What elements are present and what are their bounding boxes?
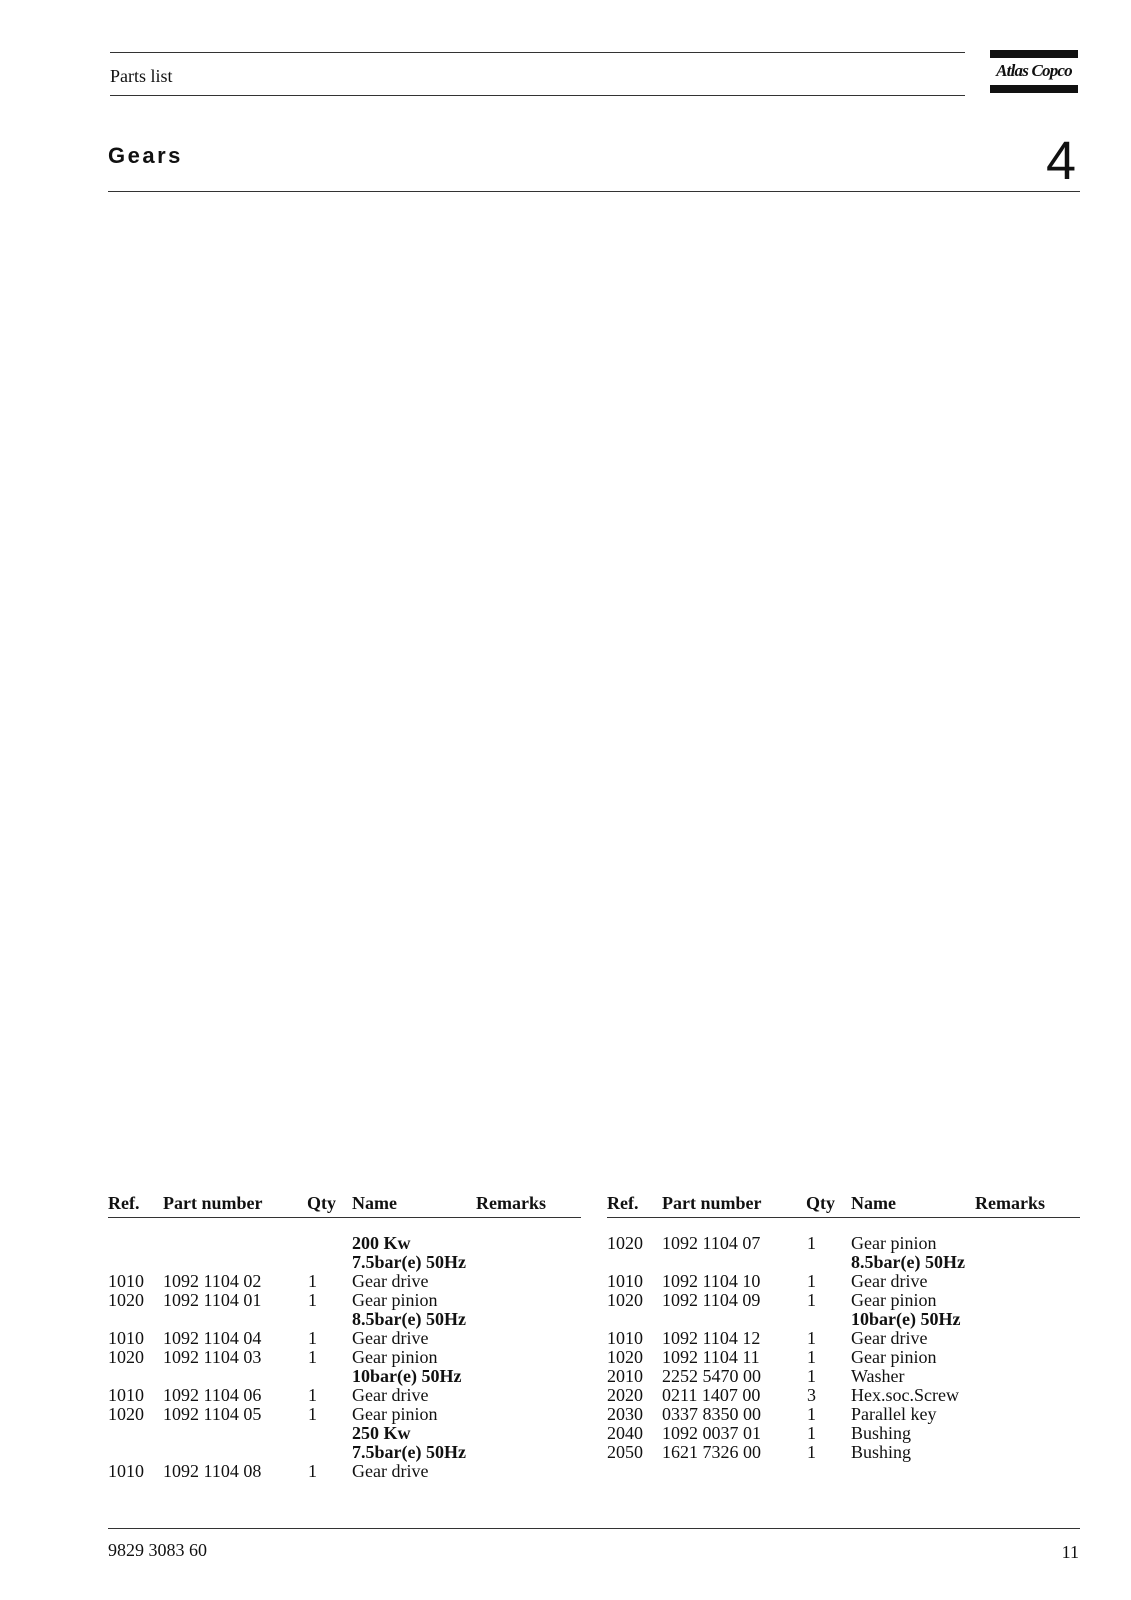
cell-part-number: 0337 8350 00 xyxy=(662,1404,761,1424)
cell-qty: 1 xyxy=(807,1423,816,1443)
cell-name: Gear drive xyxy=(851,1271,928,1291)
cell-name: Hex.soc.Screw xyxy=(851,1385,959,1405)
cell-name: Parallel key xyxy=(851,1404,937,1424)
table-section-row xyxy=(108,1310,581,1329)
table-row xyxy=(108,1405,581,1424)
cell-ref: 2020 xyxy=(607,1385,643,1405)
cell-qty: 1 xyxy=(308,1271,317,1291)
cell-name: Gear drive xyxy=(851,1328,928,1348)
cell-part-number: 1092 1104 12 xyxy=(662,1328,761,1348)
header-name: Name xyxy=(352,1193,397,1213)
table-row xyxy=(607,1272,1080,1291)
cell-qty: 1 xyxy=(807,1271,816,1291)
cell-name: Bushing xyxy=(851,1423,912,1443)
table-row xyxy=(607,1443,1080,1462)
table-row xyxy=(108,1272,581,1291)
cell-part-number: 1092 1104 03 xyxy=(163,1347,262,1367)
cell-qty: 1 xyxy=(308,1290,317,1310)
logo-bottom-bar xyxy=(990,85,1078,93)
cell-part-number: 1621 7326 00 xyxy=(662,1442,761,1462)
cell-part-number: 1092 1104 06 xyxy=(163,1385,262,1405)
cell-part-number: 1092 1104 05 xyxy=(163,1404,262,1424)
section-rule xyxy=(108,191,1080,192)
table-row xyxy=(108,1462,581,1481)
cell-name: Washer xyxy=(851,1366,905,1386)
cell-ref: 1020 xyxy=(108,1347,144,1367)
logo-top-bar xyxy=(990,50,1078,58)
brand-logo xyxy=(990,50,1078,93)
cell-ref: 1010 xyxy=(108,1328,144,1348)
header-remarks: Remarks xyxy=(975,1193,1045,1213)
cell-name: Gear pinion xyxy=(851,1290,937,1310)
table-header xyxy=(607,1193,1080,1218)
cell-qty: 1 xyxy=(807,1347,816,1367)
table-row xyxy=(607,1291,1080,1310)
cell-qty: 1 xyxy=(308,1404,317,1424)
cell-qty: 1 xyxy=(807,1366,816,1386)
table-row xyxy=(607,1386,1080,1405)
cell-part-number: 1092 1104 09 xyxy=(662,1290,761,1310)
cell-ref: 2030 xyxy=(607,1404,643,1424)
cell-part-number: 1092 1104 04 xyxy=(163,1328,262,1348)
parts-table-left xyxy=(108,1193,581,1481)
cell-ref: 2040 xyxy=(607,1423,643,1443)
table-row xyxy=(108,1386,581,1405)
cell-part-number: 1092 0037 01 xyxy=(662,1423,761,1443)
header-remarks: Remarks xyxy=(476,1193,546,1213)
section-number: 4 xyxy=(1045,131,1076,191)
cell-name: Gear drive xyxy=(352,1271,429,1291)
cell-name: Gear pinion xyxy=(851,1347,937,1367)
cell-qty: 1 xyxy=(807,1328,816,1348)
table-header xyxy=(108,1193,581,1218)
table-section-row xyxy=(108,1443,581,1462)
cell-name: 8.5bar(e) 50Hz xyxy=(851,1252,965,1272)
logo-text: Atlas Copco xyxy=(996,61,1072,80)
cell-qty: 1 xyxy=(807,1290,816,1310)
cell-ref: 1020 xyxy=(607,1347,643,1367)
section-title: Gears xyxy=(108,143,183,168)
cell-ref: 1010 xyxy=(108,1385,144,1405)
header-ref: Ref. xyxy=(607,1193,639,1213)
cell-name: 200 Kw xyxy=(352,1233,411,1253)
parts-table-right xyxy=(607,1193,1080,1462)
cell-part-number: 1092 1104 10 xyxy=(662,1271,761,1291)
header-part-number: Part number xyxy=(163,1193,263,1213)
cell-ref: 1010 xyxy=(108,1271,144,1291)
cell-name: Gear pinion xyxy=(352,1347,438,1367)
cell-name: Gear pinion xyxy=(352,1404,438,1424)
cell-name: 10bar(e) 50Hz xyxy=(352,1366,462,1386)
cell-part-number: 1092 1104 11 xyxy=(662,1347,760,1367)
table-section-row xyxy=(108,1367,581,1386)
cell-part-number: 0211 1407 00 xyxy=(662,1385,761,1405)
cell-ref: 1020 xyxy=(607,1290,643,1310)
table-row xyxy=(607,1234,1080,1253)
cell-name: Gear pinion xyxy=(352,1290,438,1310)
document-number: 9829 3083 60 xyxy=(108,1540,207,1560)
table-section-row xyxy=(108,1424,581,1443)
table-row xyxy=(607,1405,1080,1424)
table-body xyxy=(108,1234,581,1481)
table-section-row xyxy=(607,1310,1080,1329)
page-number: 11 xyxy=(1061,1542,1079,1562)
table-section-row xyxy=(108,1253,581,1272)
table-row xyxy=(108,1291,581,1310)
table-row xyxy=(607,1348,1080,1367)
cell-ref: 1010 xyxy=(607,1328,643,1348)
cell-name: 8.5bar(e) 50Hz xyxy=(352,1309,466,1329)
cell-name: Bushing xyxy=(851,1442,912,1462)
cell-qty: 1 xyxy=(807,1233,816,1253)
cell-ref: 2010 xyxy=(607,1366,643,1386)
cell-ref: 1010 xyxy=(607,1271,643,1291)
cell-qty: 1 xyxy=(807,1442,816,1462)
cell-qty: 1 xyxy=(308,1385,317,1405)
header-part-number: Part number xyxy=(662,1193,762,1213)
cell-name: 10bar(e) 50Hz xyxy=(851,1309,961,1329)
cell-name: Gear drive xyxy=(352,1385,429,1405)
cell-name: Gear drive xyxy=(352,1328,429,1348)
cell-ref: 1020 xyxy=(108,1404,144,1424)
cell-ref: 1020 xyxy=(607,1233,643,1253)
header-name: Name xyxy=(851,1193,896,1213)
footer-rule xyxy=(108,1528,1080,1529)
header-bottom-rule xyxy=(110,95,965,96)
cell-qty: 1 xyxy=(807,1404,816,1424)
cell-qty: 1 xyxy=(308,1461,317,1481)
table-row xyxy=(108,1329,581,1348)
cell-part-number: 2252 5470 00 xyxy=(662,1366,761,1386)
table-row xyxy=(607,1329,1080,1348)
cell-name: 7.5bar(e) 50Hz xyxy=(352,1252,466,1272)
cell-name: Gear drive xyxy=(352,1461,429,1481)
table-row xyxy=(607,1424,1080,1443)
header-qty: Qty xyxy=(806,1193,835,1213)
cell-name: 7.5bar(e) 50Hz xyxy=(352,1442,466,1462)
header-qty: Qty xyxy=(307,1193,336,1213)
table-row xyxy=(607,1367,1080,1386)
cell-qty: 1 xyxy=(308,1347,317,1367)
cell-name: Gear pinion xyxy=(851,1233,937,1253)
table-section-row xyxy=(108,1234,581,1253)
cell-ref: 2050 xyxy=(607,1442,643,1462)
cell-part-number: 1092 1104 02 xyxy=(163,1271,262,1291)
cell-part-number: 1092 1104 07 xyxy=(662,1233,761,1253)
cell-part-number: 1092 1104 08 xyxy=(163,1461,262,1481)
cell-name: 250 Kw xyxy=(352,1423,411,1443)
cell-qty: 3 xyxy=(807,1385,816,1405)
cell-qty: 1 xyxy=(308,1328,317,1348)
header-label: Parts list xyxy=(110,66,173,86)
cell-ref: 1020 xyxy=(108,1290,144,1310)
cell-ref: 1010 xyxy=(108,1461,144,1481)
table-section-row xyxy=(607,1253,1080,1272)
table-row xyxy=(108,1348,581,1367)
header-ref: Ref. xyxy=(108,1193,140,1213)
header-top-rule xyxy=(110,52,965,53)
cell-part-number: 1092 1104 01 xyxy=(163,1290,262,1310)
table-body xyxy=(607,1234,1080,1462)
